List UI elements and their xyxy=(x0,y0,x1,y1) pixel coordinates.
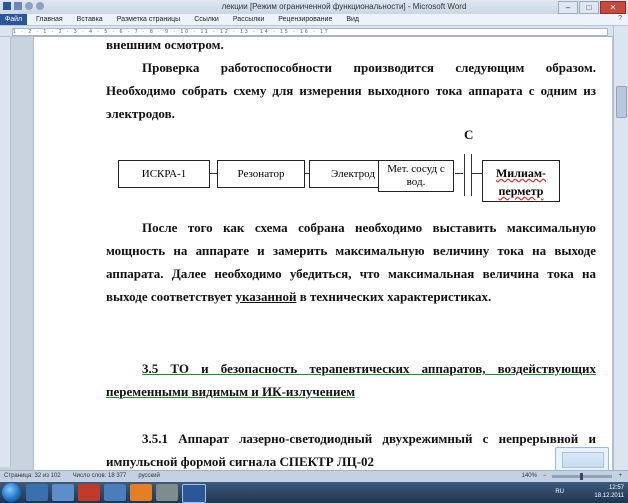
minimize-button[interactable]: – xyxy=(558,1,578,14)
maximize-button[interactable]: □ xyxy=(579,1,599,14)
status-page-count[interactable]: Страница: 32 из 102 xyxy=(4,473,61,479)
capacitor-plate xyxy=(464,154,465,196)
paragraph-1: Проверка работоспособности производится следующим образом. Необходимо собрать схему для измерения выходного тока аппарата с одним из электродов. xyxy=(106,60,596,121)
tab-references[interactable]: Ссылки xyxy=(194,16,219,23)
firefox-icon[interactable] xyxy=(130,484,152,501)
diagram-box-resonator: Резонатор xyxy=(217,160,305,188)
tab-view[interactable]: Вид xyxy=(346,16,360,23)
thumbnail-preview xyxy=(562,452,604,468)
diagram-label: С xyxy=(464,127,474,142)
start-button[interactable] xyxy=(2,483,21,502)
folder-icon[interactable] xyxy=(104,484,126,501)
explorer-icon[interactable] xyxy=(26,484,48,501)
diagram-box-electrode: Электрод xyxy=(309,160,397,188)
redo-icon[interactable] xyxy=(36,2,44,10)
word-icon[interactable] xyxy=(3,2,11,10)
tray-language[interactable]: RU xyxy=(555,489,564,495)
tab-review[interactable]: Рецензирование xyxy=(278,16,333,23)
paragraph-2: После того как схема собрана необходимо выставить максимальную мощность на аппарате и замерить максимальную величину тока на выходе аппарата. Далее необходимо убедиться, что максимальная величина тока на выходе соответствует указанной в технических характеристиках. xyxy=(106,220,596,304)
tray-date[interactable]: 18.12.2011 xyxy=(594,493,624,499)
zoom-slider[interactable] xyxy=(552,475,612,478)
system-tray xyxy=(555,484,624,500)
media-player-icon[interactable] xyxy=(52,484,74,501)
tray-time[interactable]: 12:57 xyxy=(608,485,624,491)
diagram-box-vessel: Мет. сосуд с вод. xyxy=(378,160,454,192)
ruler-scale: 1 · 2 · 1 · 2 · 3 · 4 · 5 · 6 · 7 · 8 · 9 · 10 · 11 · 12 · 13 · 14 · 15 · 16 · 17 xyxy=(12,28,608,36)
doc-link-specified: указанной xyxy=(235,289,297,304)
zoom-level[interactable]: 140% xyxy=(521,473,537,479)
scrollbar-thumb[interactable] xyxy=(616,86,627,118)
vertical-scrollbar[interactable] xyxy=(613,26,628,470)
status-word-count[interactable]: Число слов: 18 377 xyxy=(72,473,127,479)
quick-access-toolbar xyxy=(3,2,44,10)
wire xyxy=(472,173,482,174)
zoom-out-icon[interactable]: − xyxy=(542,473,547,479)
window-title: лекции [Режим ограниченной функциональности] - Microsoft Word xyxy=(221,2,467,11)
title-bar xyxy=(0,0,628,14)
undo-icon[interactable] xyxy=(25,2,33,10)
save-icon[interactable] xyxy=(14,2,22,10)
close-button[interactable]: ✕ xyxy=(600,1,626,14)
wire xyxy=(455,173,463,174)
subsection-heading: 3.5.1 Аппарат лазерно-светодиодный двухрежимный с непрерывной и импульсной формой сигнала СПЕКТР ЛЦ-02 xyxy=(106,431,596,469)
tab-mailings[interactable]: Рассылки xyxy=(232,16,265,23)
windows-taskbar xyxy=(0,482,628,503)
status-language[interactable]: русский xyxy=(138,473,160,479)
wire xyxy=(209,173,217,174)
word-taskbar-icon[interactable] xyxy=(182,484,206,503)
section-heading: 3.5 ТО и безопасность терапевтических аппаратов, воздействующих переменными видимым и ИК-излучением xyxy=(106,361,596,399)
capacitor-plate xyxy=(471,154,472,196)
opera-icon[interactable] xyxy=(78,484,100,501)
tab-home[interactable]: Главная xyxy=(36,16,63,23)
diagram-box-iskra: ИСКРА-1 xyxy=(118,160,210,188)
diagram-box-milliammeter: Милиам-перметр xyxy=(482,160,560,202)
horizontal-ruler[interactable] xyxy=(0,26,628,37)
document-page[interactable] xyxy=(34,37,612,470)
app-icon[interactable] xyxy=(156,484,178,501)
tab-file[interactable]: Файл xyxy=(0,14,27,25)
ribbon-tabs xyxy=(0,14,628,26)
doc-line-top: внешним осмотром. xyxy=(106,37,224,52)
zoom-in-icon[interactable]: + xyxy=(618,473,622,479)
tab-insert[interactable]: Вставка xyxy=(76,16,103,23)
help-icon[interactable]: ? xyxy=(618,15,622,22)
tab-page-layout[interactable]: Разметка страницы xyxy=(116,16,181,23)
vertical-ruler[interactable] xyxy=(0,37,11,467)
